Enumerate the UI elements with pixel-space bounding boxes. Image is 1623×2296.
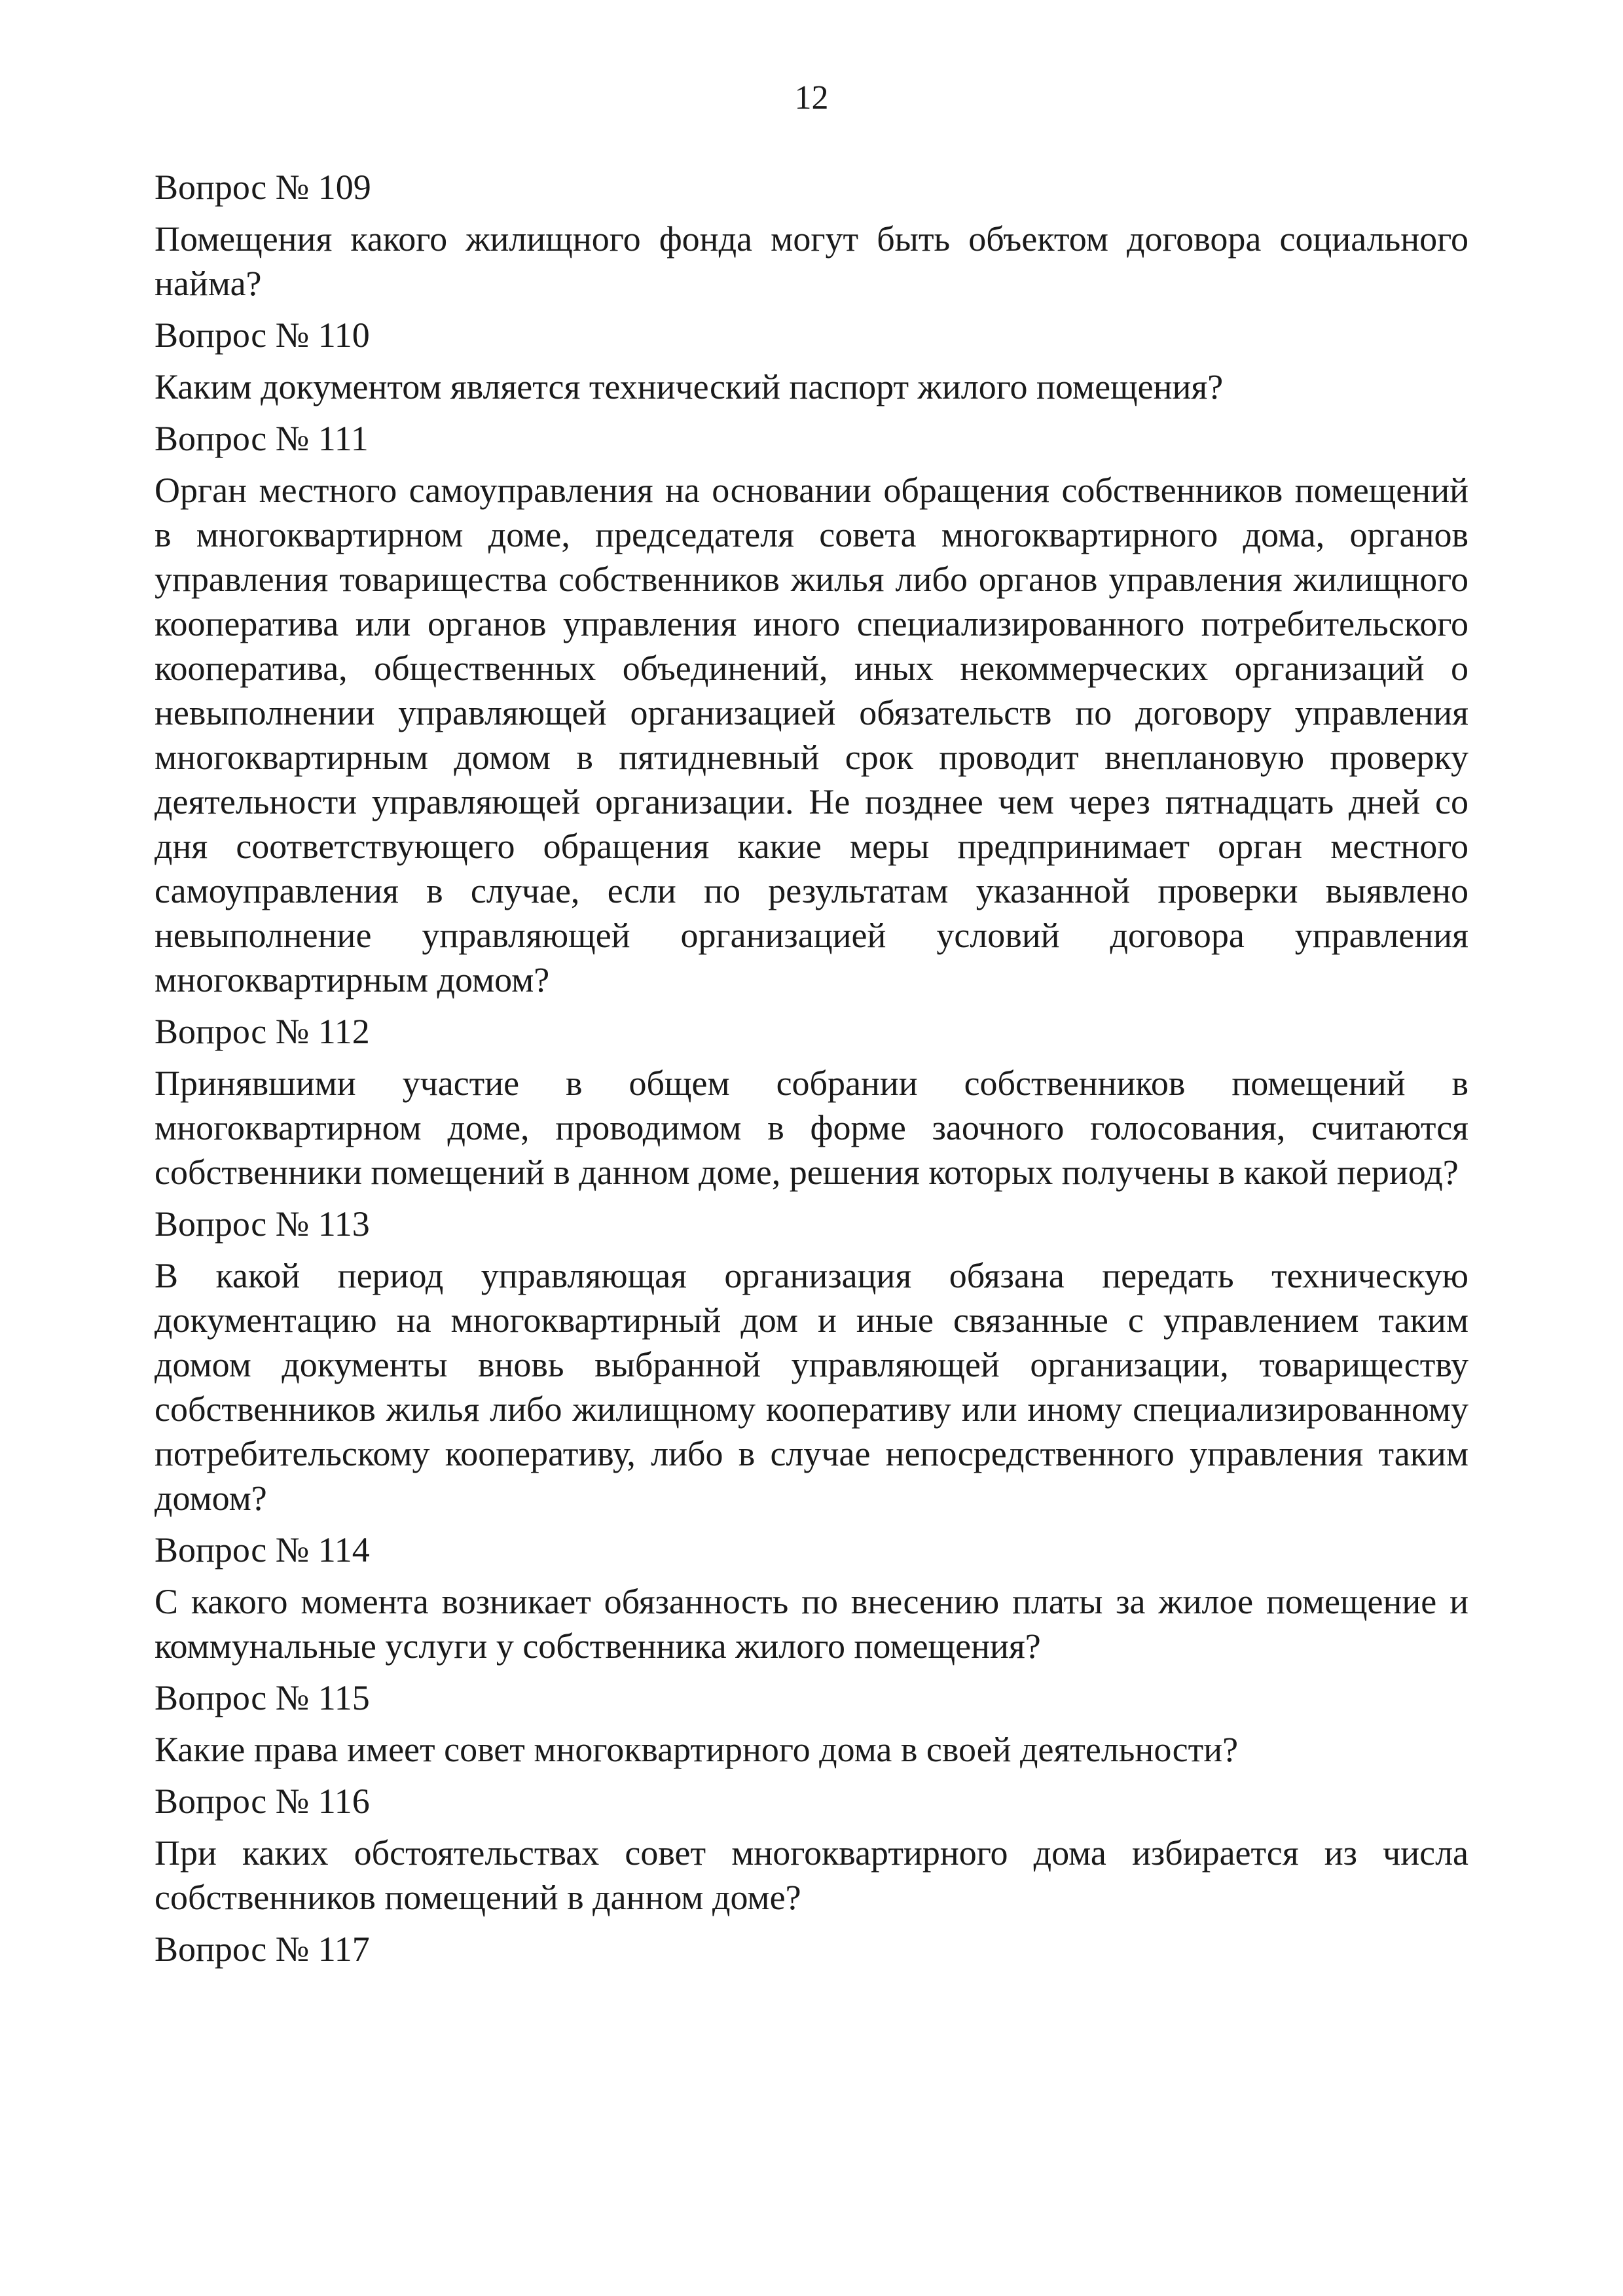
question-113 bbox=[155, 1202, 1468, 1520]
question-112 bbox=[155, 1009, 1468, 1194]
question-label: Вопрос № 112 bbox=[155, 1012, 370, 1051]
question-text: Какие права имеет совет многоквартирного дома в своей деятельности? bbox=[155, 1730, 1239, 1769]
question-text: Принявшими участие в общем собрании собственников помещений в многоквартирном доме, проводимом в форме заочного голосования, считаются собственники помещений в данном доме, решения которых получены в какой период? bbox=[155, 1064, 1468, 1192]
question-label: Вопрос № 116 bbox=[155, 1782, 370, 1821]
question-text: Орган местного самоуправления на основании обращения собственников помещений в многоквартирном доме, председателя совета многоквартирного дома, органов управления товарищества собственников жилья либо органов управления жилищного кооператива или органов управления иного специализированного потребительского кооператива, общественных объединений, иных некоммерческих организаций о невыполнении управляющей организацией обязательств по договору управления многоквартирным домом в пятидневный срок проводит внеплановую проверку деятельности управляющей организации. Не позднее чем через пятнадцать дней со дня соответствующего обращения какие меры предпринимает орган местного самоуправления в случае, если по результатам указанной проверки выявлено невыполнение управляющей организацией условий договора управления многоквартирным домом? bbox=[155, 471, 1468, 999]
question-text: При каких обстоятельствах совет многоквартирного дома избирается из числа собственников помещений в данном доме? bbox=[155, 1833, 1468, 1917]
question-116 bbox=[155, 1779, 1468, 1920]
question-label: Вопрос № 114 bbox=[155, 1530, 370, 1570]
question-list bbox=[155, 165, 1468, 1979]
question-117 bbox=[155, 1927, 1468, 1971]
question-label: Вопрос № 109 bbox=[155, 168, 371, 207]
question-text: В какой период управляющая организация обязана передать техническую документацию на многоквартирный дом и иные связанные с управлением таким домом документы вновь выбранной управляющей организации, товариществу собственников жилья либо жилищному кооперативу или иному специализированному потребительскому кооперативу, либо в случае непосредственного управления таким домом? bbox=[155, 1256, 1468, 1518]
question-110 bbox=[155, 313, 1468, 409]
question-label: Вопрос № 115 bbox=[155, 1678, 370, 1717]
question-label: Вопрос № 117 bbox=[155, 1929, 370, 1969]
question-label: Вопрос № 111 bbox=[155, 419, 369, 458]
question-115 bbox=[155, 1676, 1468, 1772]
question-label: Вопрос № 110 bbox=[155, 315, 370, 355]
question-114 bbox=[155, 1528, 1468, 1668]
question-111 bbox=[155, 416, 1468, 1002]
question-label: Вопрос № 113 bbox=[155, 1204, 370, 1244]
question-text: Каким документом является технический паспорт жилого помещения? bbox=[155, 367, 1224, 406]
question-text: С какого момента возникает обязанность по внесению платы за жилое помещение и коммунальные услуги у собственника жилого помещения? bbox=[155, 1582, 1468, 1666]
question-109 bbox=[155, 165, 1468, 306]
page-number: 12 bbox=[794, 79, 829, 117]
question-text: Помещения какого жилищного фонда могут быть объектом договора социального найма? bbox=[155, 219, 1468, 303]
